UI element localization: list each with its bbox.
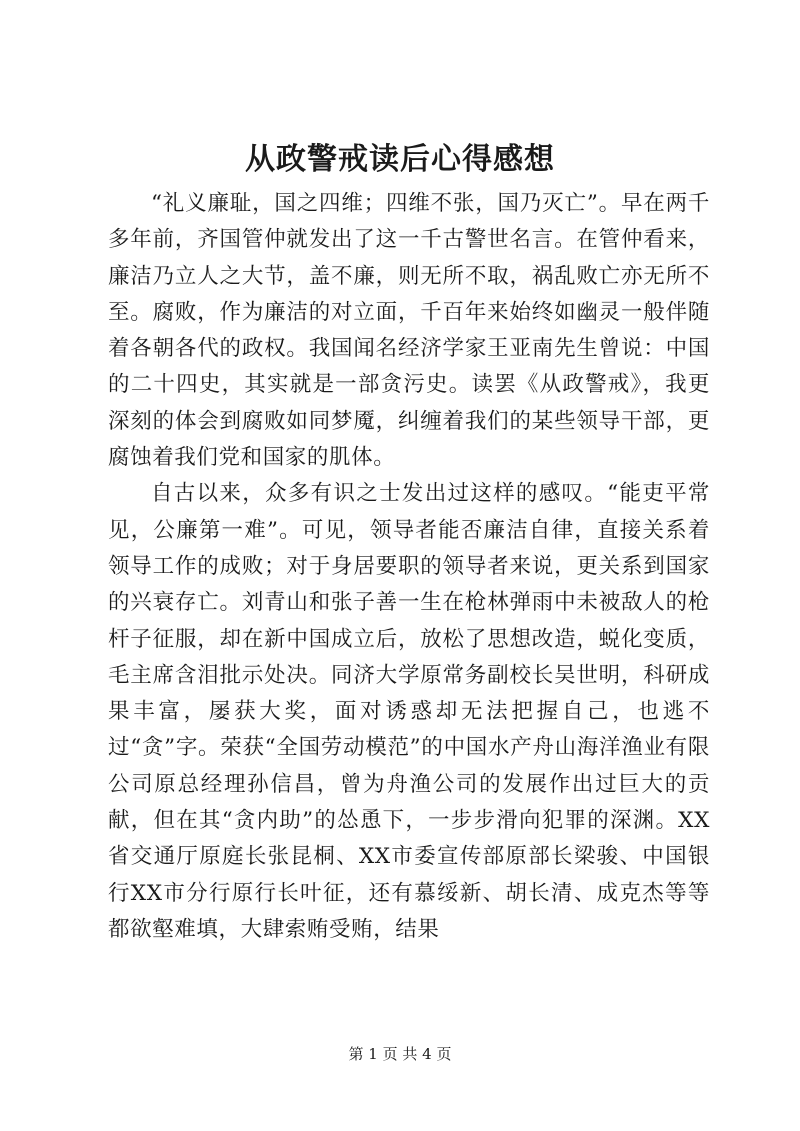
page-footer: 第 1 页 共 4 页 [348,1045,452,1063]
paragraph-2: 自古以来，众多有识之士发出过这样的感叹。“能吏平常见，公廉第一难”。可见，领导者能否廉洁自律，直接关系着领导工作的成败；对于身居要职的领导者来说，更关系到国家的兴衰存亡。刘青山和张子善一生在枪林弹雨中未被敌人的枪杆子征服，却在新中国成立后，放松了思想改造，蜕化变质，毛主席含泪批示处决。同济大学原常务副校长吴世明，科研成果丰富，屡获大奖，面对诱惑却无法把握自己，也逃不过“贪”字。荣获“全国劳动模范”的中国水产舟山海洋渔业有限公司原总经理孙信昌，曾为舟渔公司的发展作出过巨大的贡献，但在其“贪内助”的怂恿下，一步步滑向犯罪的深渊。XX省交通厅原庭长张昆桐、XX市委宣传部原部长梁骏、中国银行XX市分行原行长叶征，还有慕绥新、胡长清、成克杰等等都欲壑难填，大肆索贿受贿，结果 [108,481,710,942]
paragraph-1: “礼义廉耻，国之四维；四维不张，国乃灭亡”。早在两千多年前，齐国管仲就发出了这一千古警世名言。在管仲看来，廉洁乃立人之大节，盖不廉，则无所不取，祸乱败亡亦无所不至。腐败，作为廉洁的对立面，千百年来始终如幽灵一般伴随着各朝各代的政权。我国闻名经济学家王亚南先生曾说：中国的二十四史，其实就是一部贪污史。读罢《从政警戒》，我更深刻的体会到腐败如同梦魇，纠缠着我们的某些领导干部，更腐蚀着我们党和国家的肌体。 [108,191,710,471]
document-body [108,186,710,948]
document-title: 从政警戒读后心得感想 [245,142,555,177]
